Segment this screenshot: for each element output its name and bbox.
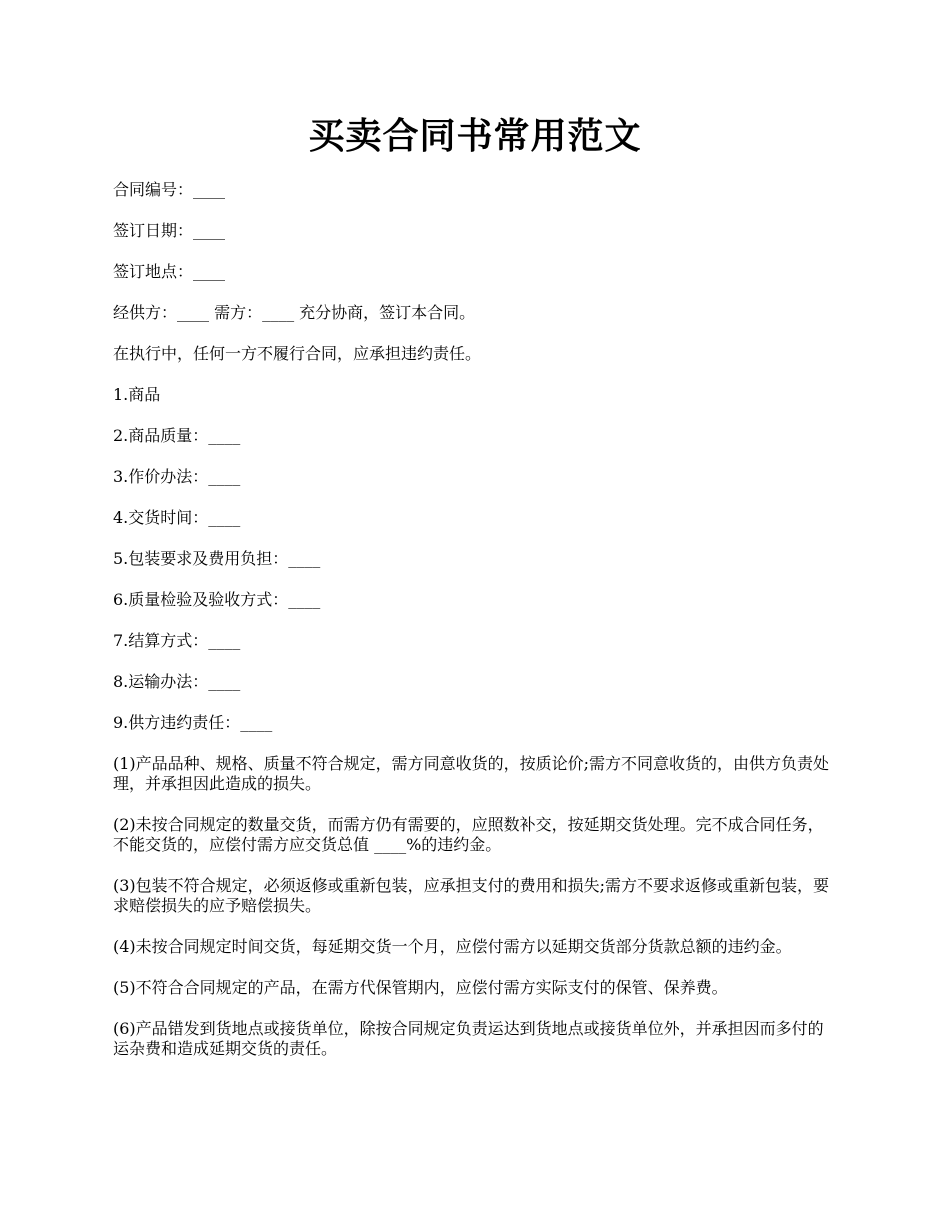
sub-clause-2: (2)未按合同规定的数量交货，而需方仍有需要的，应照数补交，按延期交货处理。完不成合同任务，不能交货的，应偿付需方应交货总值 ____%的违约金。 bbox=[113, 815, 824, 854]
parties-line: 经供方：____ 需方：____ 充分协商，签订本合同。 bbox=[113, 303, 476, 322]
clause-9-supplier-liability: 9.供方违约责任：____ bbox=[113, 713, 273, 732]
clause-3-pricing: 3.作价办法：____ bbox=[113, 467, 241, 486]
liability-intro: 在执行中，任何一方不履行合同，应承担违约责任。 bbox=[113, 344, 482, 363]
clause-8-transport: 8.运输办法：____ bbox=[113, 672, 241, 691]
sub-clause-1: (1)产品品种、规格、质量不符合规定，需方同意收货的，按质论价;需方不同意收货的，由供方负责处理，并承担因此造成的损失。 bbox=[113, 754, 830, 793]
signing-date-line: 签订日期：____ bbox=[113, 221, 226, 240]
clause-2-quality: 2.商品质量：____ bbox=[113, 426, 241, 445]
clause-7-settlement: 7.结算方式：____ bbox=[113, 631, 241, 650]
sub-clause-4: (4)未按合同规定时间交货，每延期交货一个月，应偿付需方以延期交货部分货款总额的违约金。 bbox=[113, 937, 792, 956]
sub-clause-3: (3)包装不符合规定，必须返修或重新包装，应承担支付的费用和损失;需方不要求返修或重新包装，要求赔偿损失的应予赔偿损失。 bbox=[113, 876, 830, 915]
document-body bbox=[113, 180, 833, 1080]
document-title: 买卖合同书常用范文 bbox=[308, 115, 642, 157]
sub-clause-5: (5)不符合合同规定的产品，在需方代保管期内，应偿付需方实际支付的保管、保养费。 bbox=[113, 978, 728, 997]
sub-clause-6: (6)产品错发到货地点或接货单位，除按合同规定负责运达到货地点或接货单位外，并承担因而多付的运杂费和造成延期交货的责任。 bbox=[113, 1019, 824, 1058]
signing-place-line: 签订地点：____ bbox=[113, 262, 226, 281]
clause-5-packaging: 5.包装要求及费用负担：____ bbox=[113, 549, 321, 568]
clause-1-goods: 1.商品 bbox=[113, 385, 161, 404]
clause-6-inspection: 6.质量检验及验收方式：____ bbox=[113, 590, 321, 609]
clause-4-delivery-time: 4.交货时间：____ bbox=[113, 508, 241, 527]
contract-number-line: 合同编号：____ bbox=[113, 180, 226, 199]
